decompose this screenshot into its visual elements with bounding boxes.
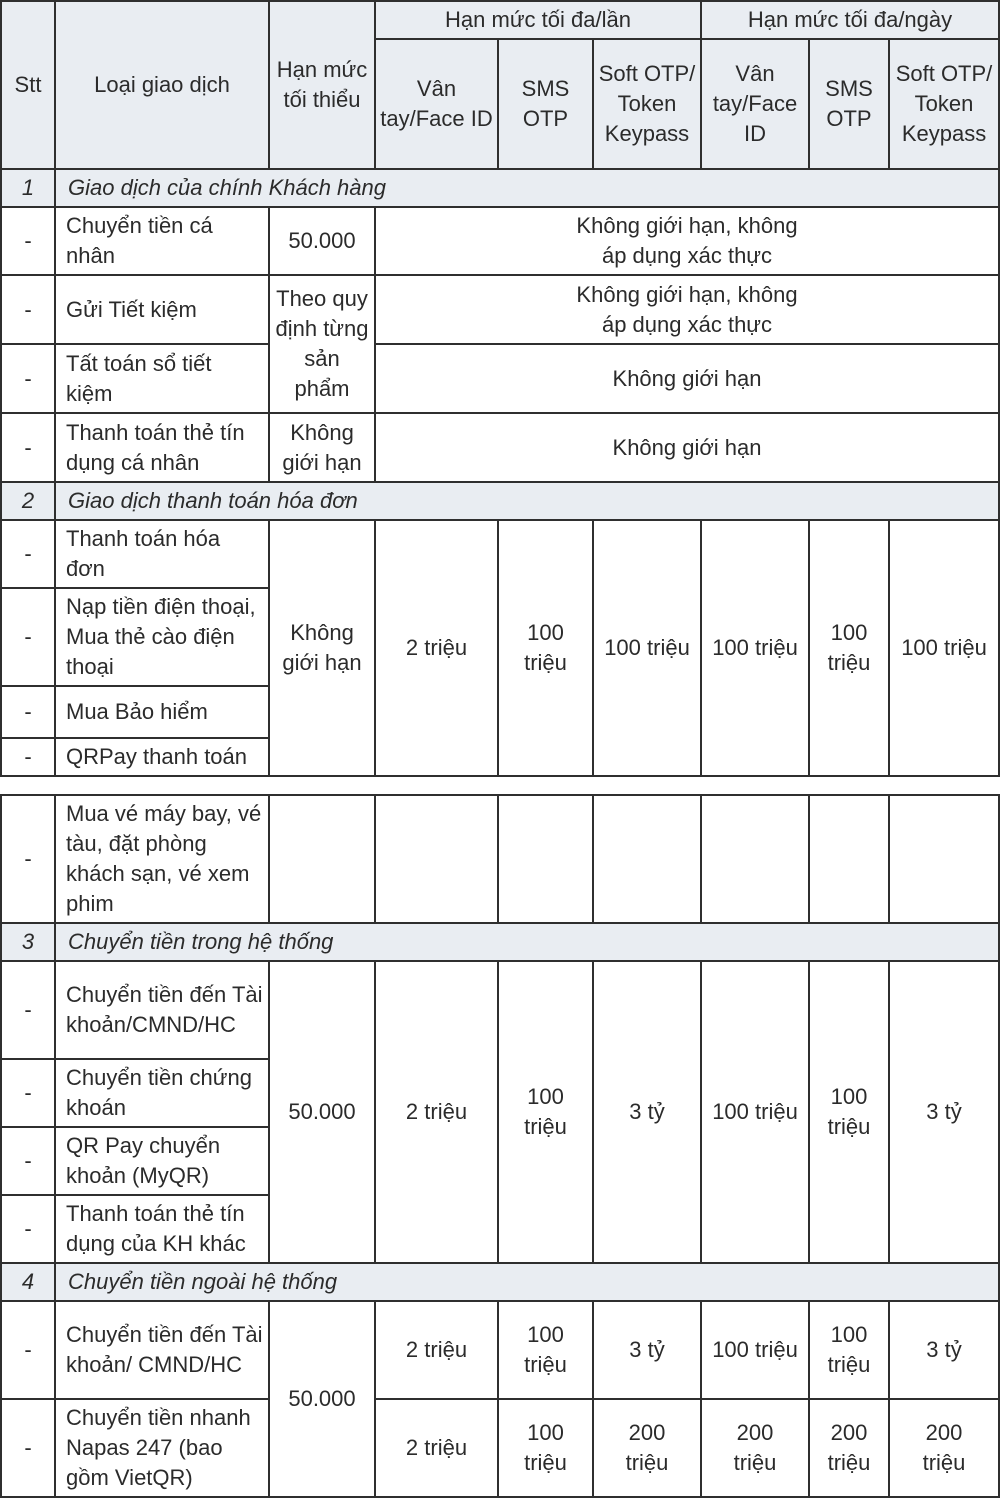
- row-dash: -: [1, 588, 55, 686]
- row-dash: -: [1, 207, 55, 275]
- header-sms-otp: SMS OTP: [809, 39, 889, 169]
- header-sms-otp: SMS OTP: [498, 39, 593, 169]
- section-number: 3: [1, 923, 55, 961]
- per-day-sms-otp: 100 triệu: [809, 961, 889, 1263]
- row-transaction-type: Chuyển tiền cá nhân: [55, 207, 269, 275]
- row-transaction-type: Thanh toán thẻ tín dụng cá nhân: [55, 413, 269, 482]
- table-row: [1, 961, 999, 1059]
- row-min-limit: 50.000: [269, 961, 375, 1263]
- header-stt: Stt: [1, 1, 55, 169]
- per-time-biometric: 2 triệu: [375, 1301, 498, 1399]
- section-row: [1, 482, 999, 520]
- per-day-soft-otp: 3 tỷ: [889, 961, 999, 1263]
- section-row: [1, 1263, 999, 1301]
- row-dash: -: [1, 275, 55, 344]
- section-number: 4: [1, 1263, 55, 1301]
- row-min-limit: 50.000: [269, 207, 375, 275]
- row-dash: -: [1, 1195, 55, 1263]
- row-dash: -: [1, 1127, 55, 1195]
- per-day-soft-otp: 200 triệu: [889, 1399, 999, 1497]
- row-dash: -: [1, 1301, 55, 1399]
- row-min-limit: Không giới hạn: [269, 520, 375, 776]
- header-max-per-transaction: Hạn mức tối đa/lần: [375, 1, 701, 39]
- per-time-soft-otp: 3 tỷ: [593, 1301, 701, 1399]
- table-row: [1, 275, 999, 344]
- per-time-soft-otp: 100 triệu: [593, 520, 701, 776]
- per-day-sms-otp: 200 triệu: [809, 1399, 889, 1497]
- limits-table-lower: [0, 794, 1000, 1498]
- table-row: [1, 520, 999, 588]
- per-time-sms-otp: 100 triệu: [498, 1399, 593, 1497]
- row-transaction-type: Mua Bảo hiểm: [55, 686, 269, 738]
- row-dash: -: [1, 795, 55, 923]
- per-time-soft-otp: 3 tỷ: [593, 961, 701, 1263]
- row-limit-text: Không giới hạn: [375, 344, 999, 413]
- row-transaction-type: Tất toán sổ tiết kiệm: [55, 344, 269, 413]
- row-dash: -: [1, 1059, 55, 1127]
- per-time-soft-otp: 200 triệu: [593, 1399, 701, 1497]
- row-transaction-type: Thanh toán thẻ tín dụng của KH khác: [55, 1195, 269, 1263]
- section-row: [1, 169, 999, 207]
- row-dash: -: [1, 686, 55, 738]
- row-transaction-type: Thanh toán hóa đơn: [55, 520, 269, 588]
- table-row: [1, 413, 999, 482]
- table-row: [1, 344, 999, 413]
- per-day-soft-otp: 3 tỷ: [889, 1301, 999, 1399]
- header-min-limit: Hạn mức tối thiểu: [269, 1, 375, 169]
- row-dash: -: [1, 344, 55, 413]
- row-transaction-type: QRPay thanh toán: [55, 738, 269, 776]
- row-dash: -: [1, 961, 55, 1059]
- row-transaction-type: Chuyển tiền nhanh Napas 247 (bao gồm VietQR): [55, 1399, 269, 1497]
- table-row: [1, 207, 999, 275]
- per-day-biometric: 100 triệu: [701, 1301, 809, 1399]
- per-day-biometric: 100 triệu: [701, 961, 809, 1263]
- row-transaction-type: Chuyển tiền đến Tài khoản/CMND/HC: [55, 961, 269, 1059]
- per-time-sms-otp: 100 triệu: [498, 520, 593, 776]
- header-soft-otp: Soft OTP/ Token Keypass: [593, 39, 701, 169]
- header-biometric: Vân tay/Face ID: [375, 39, 498, 169]
- section-title: Chuyển tiền ngoài hệ thống: [55, 1263, 999, 1301]
- row-dash: -: [1, 520, 55, 588]
- row-transaction-type: Gửi Tiết kiệm: [55, 275, 269, 344]
- row-limit-text: Không giới hạn: [375, 413, 999, 482]
- table-row: [1, 1399, 999, 1497]
- row-dash: -: [1, 413, 55, 482]
- section-number: 2: [1, 482, 55, 520]
- header-transaction-type: Loại giao dịch: [55, 1, 269, 169]
- row-min-limit: Theo quy định từng sản phẩm: [269, 275, 375, 413]
- row-transaction-type: Nạp tiền điện thoại, Mua thẻ cào điện thoại: [55, 588, 269, 686]
- header-biometric: Vân tay/Face ID: [701, 39, 809, 169]
- row-limit-text: Không giới hạn, không áp dụng xác thực: [375, 275, 999, 344]
- row-dash: -: [1, 738, 55, 776]
- section-row: [1, 923, 999, 961]
- per-day-sms-otp: 100 triệu: [809, 520, 889, 776]
- header-soft-otp: Soft OTP/ Token Keypass: [889, 39, 999, 169]
- row-min-limit: 50.000: [269, 1301, 375, 1497]
- row-transaction-type: QR Pay chuyển khoản (MyQR): [55, 1127, 269, 1195]
- table-row: [1, 795, 999, 923]
- row-limit-text: Không giới hạn, không áp dụng xác thực: [375, 207, 999, 275]
- per-time-sms-otp: 100 triệu: [498, 961, 593, 1263]
- per-day-biometric: 100 triệu: [701, 520, 809, 776]
- table-row: [1, 1301, 999, 1399]
- per-day-sms-otp: 100 triệu: [809, 1301, 889, 1399]
- per-time-sms-otp: 100 triệu: [498, 1301, 593, 1399]
- per-time-biometric: 2 triệu: [375, 520, 498, 776]
- section-title: Giao dịch của chính Khách hàng: [55, 169, 999, 207]
- section-title: Giao dịch thanh toán hóa đơn: [55, 482, 999, 520]
- section-title: Chuyển tiền trong hệ thống: [55, 923, 999, 961]
- per-day-soft-otp: 100 triệu: [889, 520, 999, 776]
- row-min-limit: Không giới hạn: [269, 413, 375, 482]
- row-transaction-type: Chuyển tiền chứng khoán: [55, 1059, 269, 1127]
- row-transaction-type: Mua vé máy bay, vé tàu, đặt phòng khách sạn, vé xem phim: [55, 795, 269, 923]
- row-transaction-type: Chuyển tiền đến Tài khoản/ CMND/HC: [55, 1301, 269, 1399]
- section-number: 1: [1, 169, 55, 207]
- per-time-biometric: 2 triệu: [375, 961, 498, 1263]
- header-max-per-day: Hạn mức tối đa/ngày: [701, 1, 999, 39]
- per-day-biometric: 200 triệu: [701, 1399, 809, 1497]
- per-time-biometric: 2 triệu: [375, 1399, 498, 1497]
- row-dash: -: [1, 1399, 55, 1497]
